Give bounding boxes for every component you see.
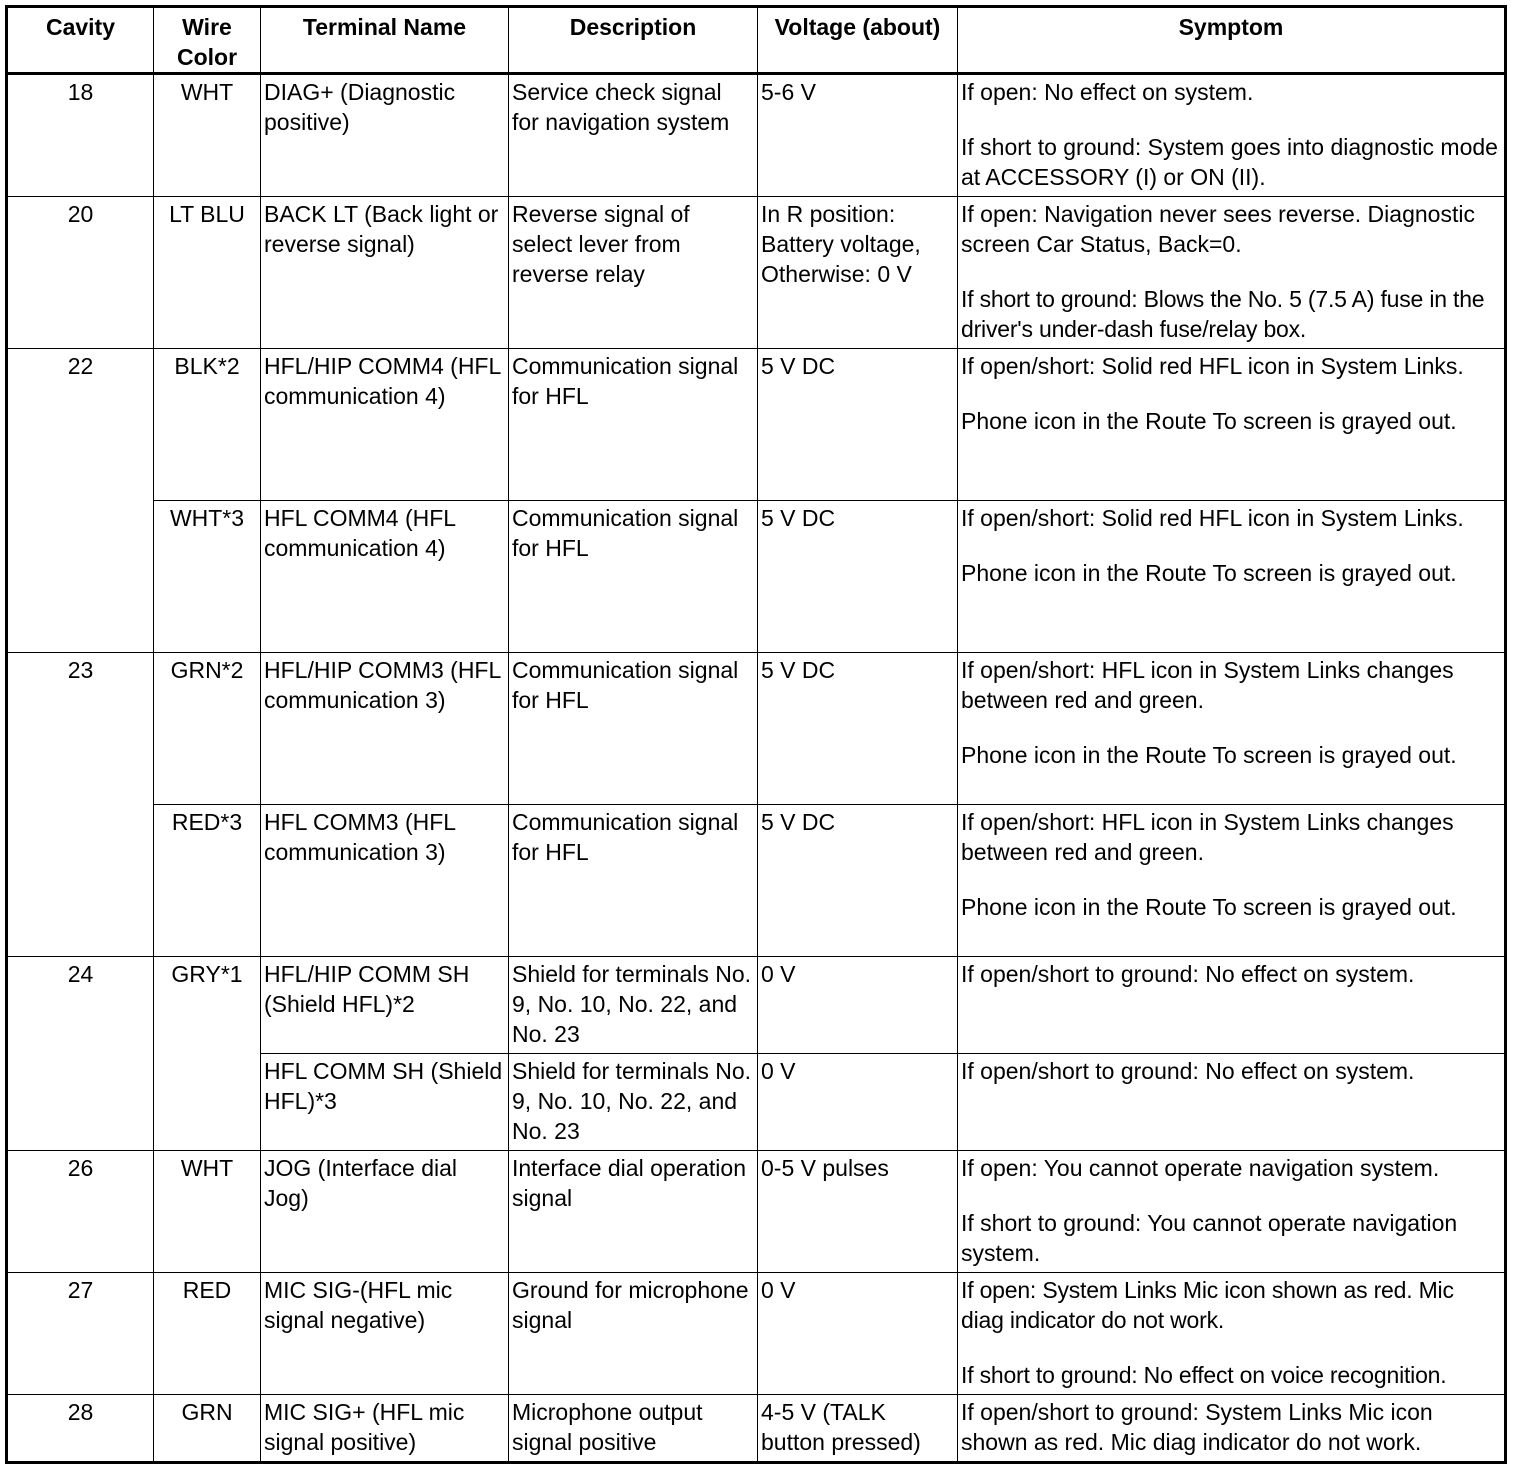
voltage-cell: 0 V (758, 1273, 958, 1395)
symptom-cell (958, 1151, 1506, 1273)
description-cell: Ground for microphone signal (509, 1273, 758, 1395)
cavity-cell: 26 (7, 1151, 154, 1273)
header-voltage: Voltage (about) (758, 7, 958, 74)
symptom-cell (958, 74, 1506, 197)
symptom-text: If open/short to ground: No effect on system. (961, 1058, 1415, 1084)
table-row (7, 653, 1506, 805)
terminal-name-cell: DIAG+ (Diagnostic positive) (261, 74, 509, 197)
cavity-cell: 24 (7, 957, 154, 1151)
terminal-name-cell: JOG (Interface dial Jog) (261, 1151, 509, 1273)
voltage-cell: 0 V (758, 1054, 958, 1151)
voltage-cell: 5 V DC (758, 653, 958, 805)
symptom-text: If short to ground: Blows the No. 5 (7.5 A) fuse in the driver's under-dash fuse/relay box. (961, 286, 1485, 342)
description-cell: Reverse signal of select lever from reverse relay (509, 197, 758, 349)
symptom-text: If open/short to ground: System Links Mic icon shown as red. Mic diag indicator do not work. (961, 1399, 1433, 1455)
symptom-cell (958, 1054, 1506, 1151)
voltage-cell: 5 V DC (758, 501, 958, 653)
voltage-cell: 5 V DC (758, 349, 958, 501)
symptom-cell (958, 501, 1506, 653)
wire-color-cell: RED (154, 1273, 261, 1395)
cavity-cell: 28 (7, 1395, 154, 1463)
description-cell: Shield for terminals No. 9, No. 10, No. 22, and No. 23 (509, 1054, 758, 1151)
header-row (7, 7, 1506, 74)
header-wire-color-line2: Color (176, 44, 238, 70)
table-row (7, 1151, 1506, 1273)
header-description: Description (509, 7, 758, 74)
symptom-text: If open: No effect on system. (961, 79, 1254, 105)
symptom-text: If open/short to ground: No effect on system. (961, 961, 1415, 987)
voltage-cell: 5-6 V (758, 74, 958, 197)
table-row (7, 957, 1506, 1054)
symptom-text: If open/short: HFL icon in System Links changes between red and green. (961, 657, 1454, 713)
table-row (7, 1273, 1506, 1395)
symptom-text: Phone icon in the Route To screen is grayed out. (961, 408, 1457, 434)
symptom-cell (958, 653, 1506, 805)
symptom-cell (958, 1273, 1506, 1395)
description-cell: Shield for terminals No. 9, No. 10, No. 22, and No. 23 (509, 957, 758, 1054)
symptom-text: If short to ground: You cannot operate navigation system. (961, 1210, 1458, 1266)
voltage-cell: In R position: Battery voltage, Otherwise: 0 V (758, 197, 958, 349)
terminal-name-cell: HFL COMM3 (HFL communication 3) (261, 805, 509, 957)
terminal-table (5, 5, 1507, 1464)
terminal-name-cell: BACK LT (Back light or reverse signal) (261, 197, 509, 349)
terminal-name-cell: MIC SIG+ (HFL mic signal positive) (261, 1395, 509, 1463)
symptom-text: If open: System Links Mic icon shown as red. Mic diag indicator do not work. (961, 1277, 1454, 1333)
wire-color-cell: LT BLU (154, 197, 261, 349)
table-row (7, 805, 1506, 957)
symptom-text: If open/short: HFL icon in System Links changes between red and green. (961, 809, 1454, 865)
terminal-name-cell: HFL COMM SH (Shield HFL)*3 (261, 1054, 509, 1151)
symptom-text: Phone icon in the Route To screen is grayed out. (961, 742, 1457, 768)
symptom-text: Phone icon in the Route To screen is grayed out. (961, 894, 1457, 920)
wire-color-cell: WHT (154, 74, 261, 197)
table-row (7, 501, 1506, 653)
terminal-name-cell: HFL/HIP COMM SH (Shield HFL)*2 (261, 957, 509, 1054)
symptom-text: If open/short: Solid red HFL icon in System Links. (961, 505, 1464, 531)
header-wire-color (154, 7, 261, 74)
wire-color-cell: BLK*2 (154, 349, 261, 501)
symptom-text: If open/short: Solid red HFL icon in System Links. (961, 353, 1464, 379)
description-cell: Communication signal for HFL (509, 349, 758, 501)
description-cell: Communication signal for HFL (509, 653, 758, 805)
table-row (7, 1395, 1506, 1463)
description-cell: Service check signal for navigation system (509, 74, 758, 197)
voltage-cell: 5 V DC (758, 805, 958, 957)
wire-color-cell: WHT (154, 1151, 261, 1273)
wire-color-cell: GRN (154, 1395, 261, 1463)
description-cell: Interface dial operation signal (509, 1151, 758, 1273)
table-row (7, 349, 1506, 501)
wire-color-cell: GRY*1 (154, 957, 261, 1151)
cavity-cell: 22 (7, 349, 154, 653)
voltage-cell: 0 V (758, 957, 958, 1054)
symptom-text: If open: You cannot operate navigation system. (961, 1155, 1440, 1181)
terminal-name-cell: HFL/HIP COMM4 (HFL communication 4) (261, 349, 509, 501)
symptom-cell (958, 805, 1506, 957)
wire-color-cell: RED*3 (154, 805, 261, 957)
wire-color-cell: WHT*3 (154, 501, 261, 653)
symptom-text: If short to ground: System goes into diagnostic mode at ACCESSORY (I) or ON (II). (961, 134, 1498, 190)
description-cell: Communication signal for HFL (509, 501, 758, 653)
terminal-name-cell: MIC SIG-(HFL mic signal negative) (261, 1273, 509, 1395)
header-cavity: Cavity (7, 7, 154, 74)
table-row (7, 197, 1506, 349)
cavity-cell: 20 (7, 197, 154, 349)
symptom-text: Phone icon in the Route To screen is grayed out. (961, 560, 1457, 586)
symptom-cell (958, 197, 1506, 349)
wire-color-cell: GRN*2 (154, 653, 261, 805)
cavity-cell: 23 (7, 653, 154, 957)
symptom-cell (958, 957, 1506, 1054)
header-terminal-name: Terminal Name (261, 7, 509, 74)
terminal-name-cell: HFL COMM4 (HFL communication 4) (261, 501, 509, 653)
header-symptom: Symptom (958, 7, 1506, 74)
terminal-name-cell: HFL/HIP COMM3 (HFL communication 3) (261, 653, 509, 805)
symptom-text: If short to ground: No effect on voice recognition. (961, 1362, 1447, 1388)
symptom-cell (958, 1395, 1506, 1463)
description-cell: Microphone output signal positive (509, 1395, 758, 1463)
cavity-cell: 27 (7, 1273, 154, 1395)
symptom-text: If open: Navigation never sees reverse. Diagnostic screen Car Status, Back=0. (961, 201, 1475, 257)
voltage-cell: 0-5 V pulses (758, 1151, 958, 1273)
cavity-cell: 18 (7, 74, 154, 197)
voltage-cell: 4-5 V (TALK button pressed) (758, 1395, 958, 1463)
header-wire-color-line1: Wire (182, 14, 232, 40)
description-cell: Communication signal for HFL (509, 805, 758, 957)
table-row (7, 74, 1506, 197)
symptom-cell (958, 349, 1506, 501)
